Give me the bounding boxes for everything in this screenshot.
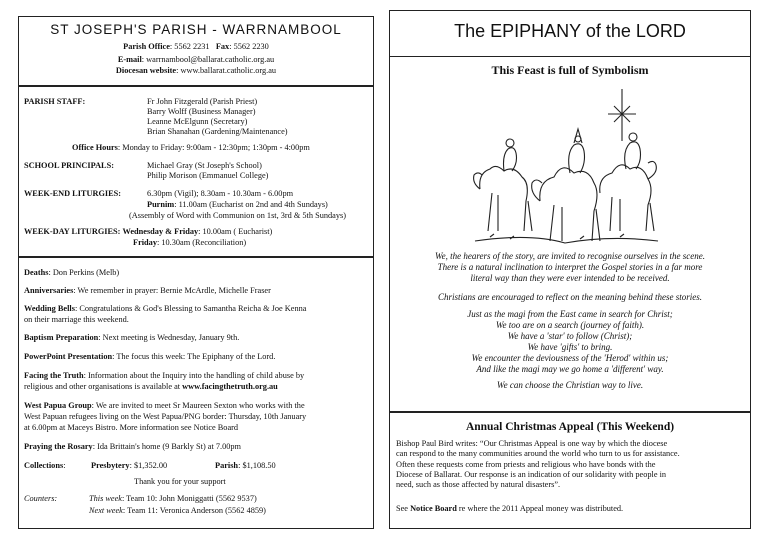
purnim-label: Purnim	[147, 200, 175, 209]
epiphany-subtitle: This Feast is full of Symbolism	[491, 63, 649, 77]
deaths-value: : Don Perkins (Melb)	[48, 268, 120, 277]
notice-board-label: Notice Board	[410, 504, 457, 513]
appeal-line: Often these requests come from priests and religious who have bonds with the	[396, 459, 656, 469]
magi-illustration	[470, 81, 660, 246]
epiphany-box	[389, 10, 751, 412]
deaths-notice	[24, 268, 119, 278]
poem-line: We have a 'star' to follow (Christ);	[507, 331, 633, 341]
staff-line: Brian Shanahan (Gardening/Maintenance)	[147, 127, 288, 136]
reflection-line: literal way than they were ever intended to be received.	[470, 273, 670, 283]
office-label: Parish Office	[123, 42, 170, 51]
poem-line: Just as the magi from the East came in search for Christ;	[467, 309, 673, 319]
this-week-label: This week	[89, 494, 122, 503]
staff-line: Fr John Fitzgerald (Parish Priest)	[147, 97, 258, 106]
papua-notice	[24, 401, 305, 411]
poem-line: We too are on a search (journey of faith).	[495, 320, 645, 330]
friday-label: Friday	[133, 238, 157, 247]
weekday-label: WEEK-DAY LITURGIES:	[24, 227, 121, 236]
truth-label: Facing the Truth	[24, 371, 84, 380]
weekend-label: WEEK-END LITURGIES:	[24, 189, 122, 198]
deaths-label: Deaths	[24, 268, 49, 277]
see-prefix: See	[396, 504, 408, 513]
poem-line: And like the magi may we go home a 'different' way.	[476, 364, 664, 374]
truth-line-2	[24, 382, 278, 392]
parish-title: ST JOSEPH'S PARISH - WARRNAMBOOL	[50, 22, 342, 37]
principals-label: SCHOOL PRINCIPALS:	[24, 161, 114, 170]
baptism-label: Baptism Preparation	[24, 333, 99, 342]
poem-line: We can choose the Christian way to live.	[496, 380, 644, 390]
baptism-notice	[24, 333, 239, 343]
rosary-label: Praying the Rosary	[24, 442, 93, 451]
truth-value: : Information about the Inquiry into the handling of child abuse by	[83, 371, 305, 380]
powerpoint-notice	[24, 352, 275, 362]
papua-line-3: at 6.00pm at Maceys Bistro. More information see Notice Board	[24, 423, 239, 432]
appeal-line: Bishop Paul Bird writes: “Our Christmas Appeal is one way by which the diocese	[396, 439, 668, 448]
this-week-value: : Team 10: John Moniggatti (5562 9537)	[121, 494, 257, 503]
poem-line: We have 'gifts' to bring.	[527, 342, 613, 352]
email-value[interactable]: : warrnambool@ballarat.catholic.org.au	[141, 55, 275, 64]
poem-line: We encounter the deviousness of the 'Herod' within us;	[471, 353, 669, 363]
wed-fri-value: : 10.00am ( Eucharist)	[198, 227, 273, 236]
presbytery-value: : $1,352.00	[129, 461, 168, 470]
wed-fri-label: Wednesday & Friday	[122, 227, 199, 236]
anniversaries-value: : We remember in prayer: Bernie McArdle, Michelle Fraser	[73, 286, 271, 295]
counters-label: Counters:	[24, 494, 58, 503]
truth-value-2: religious and other organisations is available at	[24, 382, 181, 391]
principal-line: Philip Morison (Emmanuel College)	[147, 171, 269, 180]
truth-notice	[24, 371, 304, 381]
principal-line: Michael Gray (St Joseph's School)	[147, 161, 262, 170]
next-week-label: Next week	[89, 506, 123, 515]
collections-label: Collections:	[24, 461, 66, 470]
rosary-value: : Ida Brittain's home (9 Barkly St) at 7.00pm	[92, 442, 241, 451]
appeal-line: Diocese of Ballarat. Our response is an indication of our solidarity with people in	[396, 469, 667, 479]
parish-collection	[215, 461, 276, 471]
papua-line-2: West Papuan refugees living on the West Papua/PNG border: Thursday, 10th January	[24, 412, 307, 421]
anniversaries-notice	[24, 286, 271, 296]
staff-line: Barry Wolff (Business Manager)	[147, 107, 256, 116]
magi-poem	[390, 309, 750, 391]
appeal-title: Annual Christmas Appeal (This Weekend)	[465, 421, 675, 433]
website-label: Diocesan website	[115, 66, 177, 75]
website-value[interactable]: : www.ballarat.catholic.org.au	[176, 66, 277, 75]
appeal-body	[396, 439, 744, 490]
wedding-value-2: on their marriage this weekend.	[24, 315, 129, 324]
encouragement-line: Christians are encouraged to reflect on the meaning behind these stories.	[437, 292, 703, 302]
parish-header-box	[18, 16, 374, 86]
purnim-value: : 11.00am (Eucharist on 2nd and 4th Sundays)	[174, 200, 328, 209]
email-line	[19, 55, 373, 65]
wedding-label: Wedding Bells	[24, 304, 75, 313]
truth-link[interactable]: www.facingthetruth.org.au	[182, 382, 278, 391]
title-divider	[390, 56, 750, 57]
weekend-note: (Assembly of Word with Communion on 1st, 3rd & 5th Sundays)	[129, 211, 346, 220]
office-hours-label: Office Hours	[72, 143, 118, 152]
reflection-line: There is a natural inclination to interpret the Gospel stories in a far more	[437, 262, 703, 272]
office-contact	[19, 42, 373, 52]
parish-value: : $1,108.50	[238, 461, 276, 470]
powerpoint-value: : The focus this week: The Epiphany of the Lord.	[112, 352, 276, 361]
epiphany-title: The EPIPHANY of the LORD	[454, 21, 686, 41]
staff-label: PARISH STAFF:	[24, 97, 86, 106]
purnim-line	[147, 200, 328, 210]
appeal-line: can respond to the many communities around the world who turn to us for assistance.	[396, 449, 680, 459]
powerpoint-label: PowerPoint Presentation	[24, 352, 113, 361]
reflection-line: We, the hearers of the story, are invited to recognise ourselves in the scene.	[434, 251, 706, 261]
friday-line	[133, 238, 246, 248]
counters-this-week	[89, 494, 257, 504]
counters-next-week	[89, 506, 266, 516]
wedding-value: : Congratulations & God's Blessing to Samantha Reicha & Joe Kenna	[74, 304, 307, 313]
appeal-line: need, such as those affected by natural disasters”.	[396, 480, 561, 490]
fax-label: Fax	[215, 42, 230, 51]
rosary-notice	[24, 442, 241, 452]
office-hours-value: : Monday to Friday: 9:00am - 12:30pm; 1:30pm - 4:00pm	[117, 143, 310, 152]
parish-label: Parish	[215, 461, 239, 470]
next-week-value: : Team 11: Veronica Anderson (5562 4859)	[122, 506, 266, 515]
presbytery-label: Presbytery	[91, 461, 130, 470]
parish-info-box	[18, 86, 374, 257]
weekday-line	[24, 227, 272, 237]
papua-label: West Papua Group	[24, 401, 92, 410]
papua-value: : We are invited to meet Sr Maureen Sexton who works with the	[91, 401, 305, 410]
notices-box	[18, 257, 374, 529]
staff-line: Leanne McElgunn (Secretary)	[147, 117, 248, 126]
baptism-value: : Next meeting is Wednesday, January 9th.	[98, 333, 240, 342]
email-label: E-mail	[117, 55, 142, 64]
friday-value: : 10.30am (Reconciliation)	[156, 238, 247, 247]
notice-board-line	[396, 504, 623, 513]
weekend-line: 6.30pm (Vigil); 8.30am - 10.30am - 6.00pm	[147, 189, 294, 198]
presbytery-collection	[91, 461, 167, 471]
wedding-notice	[24, 304, 306, 314]
reflection-paragraph	[390, 251, 750, 284]
office-phone: : 5562 2231	[169, 42, 210, 51]
anniversaries-label: Anniversaries	[24, 286, 74, 295]
see-suffix: re where the 2011 Appeal money was distributed.	[458, 504, 624, 513]
thanks-text: Thank you for your support	[134, 477, 226, 486]
collections-label-text: Collections	[24, 461, 64, 470]
website-line	[19, 66, 373, 76]
office-hours	[72, 143, 310, 153]
fax-value: : 5562 2230	[229, 42, 269, 51]
appeal-box	[389, 412, 751, 529]
